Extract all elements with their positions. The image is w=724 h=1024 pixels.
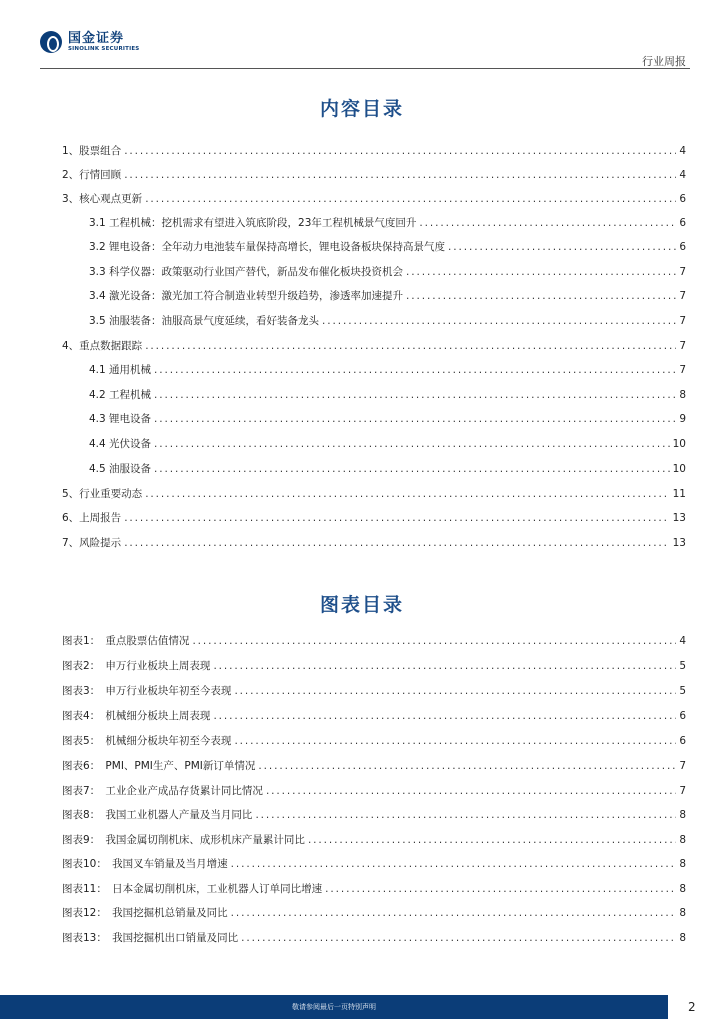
toc-entry-label: 5、行业重要动态 (62, 488, 143, 500)
toc-entry-page: 9 (679, 413, 686, 425)
dot-leader (192, 634, 676, 648)
figure-entry-label: 图表11： 日本金属切削机床，工业机器人订单同比增速 (62, 883, 323, 895)
dot-leader (154, 462, 670, 476)
figure-entry-page: 5 (679, 660, 686, 672)
toc-entry-label: 3.5 油服装备：油服高景气度延续，看好装备龙头 (89, 315, 320, 327)
figure-entry-label: 图表3： 申万行业板块年初至今表现 (62, 685, 232, 697)
figure-entry-page: 6 (679, 735, 686, 747)
toc-entry-page: 7 (679, 266, 686, 278)
figure-entry-label: 图表12： 我国挖掘机总销量及同比 (62, 907, 228, 919)
dot-leader (234, 734, 676, 748)
dot-leader (234, 684, 676, 698)
logo-en: SINOLINK SECURITIES (68, 45, 140, 52)
figure-entry[interactable] (62, 784, 686, 798)
toc-entry-label: 2、行情回顾 (62, 169, 122, 181)
figure-entry[interactable] (62, 906, 686, 920)
toc-entry[interactable] (62, 339, 686, 353)
dot-leader (124, 144, 676, 158)
toc-entry-label: 3.2 锂电设备：全年动力电池装车量保持高增长，锂电设备板块保持高景气度 (89, 241, 446, 253)
toc-entry-page: 4 (679, 169, 686, 181)
toc-entry-label: 3.3 科学仪器：政策驱动行业国产替代，新品发布催化板块投资机会 (89, 266, 404, 278)
dot-leader (124, 168, 676, 182)
logo-text (68, 32, 139, 53)
dot-leader (154, 412, 676, 426)
toc-entry-page: 13 (672, 512, 686, 524)
dot-leader (322, 314, 676, 328)
figure-entry-page: 8 (679, 883, 686, 895)
toc-entry-page: 7 (679, 290, 686, 302)
dot-leader (419, 216, 676, 230)
dot-leader (406, 289, 676, 303)
toc-entry[interactable] (89, 462, 686, 476)
figure-entry[interactable] (62, 759, 686, 773)
toc-entry-label: 1、股票组合 (62, 145, 122, 157)
figure-entry-page: 8 (679, 858, 686, 870)
figures-title: 图表目录 (319, 594, 404, 616)
toc-entry-label: 4.2 工程机械 (89, 389, 152, 401)
figure-entry-page: 6 (679, 710, 686, 722)
dot-leader (448, 240, 676, 254)
dot-leader (154, 388, 676, 402)
toc-entry-label: 4.3 锂电设备 (89, 413, 152, 425)
toc-entry-page: 13 (672, 537, 686, 549)
toc-entry[interactable] (89, 314, 686, 328)
dot-leader (124, 536, 669, 550)
toc-entry[interactable] (89, 240, 686, 254)
dot-leader (145, 339, 676, 353)
dot-leader (154, 363, 676, 377)
figure-entry-label: 图表2： 申万行业板块上周表现 (62, 660, 211, 672)
toc-entry-label: 4.1 通用机械 (89, 364, 152, 376)
figure-entry-label: 图表6： PMI、PMI生产、PMI新订单情况 (62, 760, 256, 772)
toc-entry[interactable] (62, 168, 686, 182)
logo-cn: 国金证券 (68, 30, 125, 46)
toc-entry-page: 10 (672, 438, 686, 450)
dot-leader (241, 931, 676, 945)
toc-entry[interactable] (62, 536, 686, 550)
toc-entry-label: 3.1 工程机械：挖机需求有望进入筑底阶段，23年工程机械景气度回升 (89, 217, 417, 229)
toc-entry-page: 10 (672, 463, 686, 475)
toc-entry-label: 4.5 油服设备 (89, 463, 152, 475)
dot-leader (325, 882, 676, 896)
dot-leader (145, 487, 669, 501)
toc-entry-page: 8 (679, 389, 686, 401)
figure-entry[interactable] (62, 709, 686, 723)
toc-entry[interactable] (89, 265, 686, 279)
logo-mark-icon (40, 31, 62, 53)
figure-entry-page: 8 (679, 932, 686, 944)
toc-entry-page: 7 (679, 340, 686, 352)
dot-leader (213, 659, 676, 673)
dot-leader (231, 857, 677, 871)
figure-entry[interactable] (62, 833, 686, 847)
dot-leader (145, 192, 676, 206)
figure-entry-page: 8 (679, 809, 686, 821)
figure-entry-label: 图表1： 重点股票估值情况 (62, 635, 190, 647)
dot-leader (255, 808, 676, 822)
figure-entry[interactable] (62, 808, 686, 822)
figure-entry[interactable] (62, 684, 686, 698)
figure-entry-page: 5 (679, 685, 686, 697)
figure-entry[interactable] (62, 659, 686, 673)
dot-leader (258, 759, 676, 773)
dot-leader (266, 784, 676, 798)
figure-entry-label: 图表7： 工业企业产成品存货累计同比情况 (62, 785, 263, 797)
figure-entry-label: 图表13： 我国挖掘机出口销量及同比 (62, 932, 239, 944)
toc-entry[interactable] (62, 511, 686, 525)
figure-entry-page: 8 (679, 834, 686, 846)
toc-entry[interactable] (89, 412, 686, 426)
header-divider (40, 68, 690, 69)
toc-entry-page: 7 (679, 364, 686, 376)
toc-entry[interactable] (89, 388, 686, 402)
figure-entry[interactable] (62, 857, 686, 871)
figure-entry-label: 图表10： 我国叉车销量及当月增速 (62, 858, 228, 870)
company-logo (40, 30, 139, 54)
toc-entry[interactable] (62, 144, 686, 158)
toc-entry[interactable] (62, 487, 686, 501)
toc-entry-page: 6 (679, 217, 686, 229)
dot-leader (308, 833, 676, 847)
toc-entry-page: 4 (679, 145, 686, 157)
figure-entry-page: 7 (679, 760, 686, 772)
figure-entry-page: 8 (679, 907, 686, 919)
toc-entry-label: 6、上周报告 (62, 512, 122, 524)
figure-entry-page: 7 (679, 785, 686, 797)
contents-title: 内容目录 (319, 98, 404, 120)
page-number: 2 (688, 1000, 696, 1014)
toc-entry-label: 4、重点数据跟踪 (62, 340, 143, 352)
figure-entry-label: 图表8： 我国工业机器人产量及当月同比 (62, 809, 253, 821)
report-type: 行业周报 (642, 55, 686, 68)
toc-entry[interactable] (89, 437, 686, 451)
toc-entry[interactable] (89, 289, 686, 303)
figure-entry[interactable] (62, 734, 686, 748)
toc-entry-label: 3、核心观点更新 (62, 193, 143, 205)
toc-entry-page: 11 (672, 488, 686, 500)
figure-entry[interactable] (62, 882, 686, 896)
toc-entry-label: 3.4 激光设备：激光加工符合制造业转型升级趋势，渗透率加速提升 (89, 290, 404, 302)
toc-entry[interactable] (89, 216, 686, 230)
figure-entry-label: 图表4： 机械细分板块上周表现 (62, 710, 211, 722)
figure-entry-label: 图表9： 我国金属切削机床、成形机床产量累计同比 (62, 834, 305, 846)
toc-entry-page: 6 (679, 193, 686, 205)
page-header (0, 0, 724, 72)
figure-entry-label: 图表5： 机械细分板块年初至今表现 (62, 735, 232, 747)
dot-leader (406, 265, 676, 279)
toc-entry-label: 4.4 光伏设备 (89, 438, 152, 450)
dot-leader (154, 437, 670, 451)
dot-leader (231, 906, 677, 920)
toc-entry[interactable] (89, 363, 686, 377)
dot-leader (213, 709, 676, 723)
footer-disclaimer: 敬请参阅最后一页特别声明 (292, 1003, 376, 1011)
toc-entry-page: 7 (679, 315, 686, 327)
figure-entry[interactable] (62, 634, 686, 648)
figure-entry[interactable] (62, 931, 686, 945)
toc-entry[interactable] (62, 192, 686, 206)
toc-entry-label: 7、风险提示 (62, 537, 122, 549)
figure-entry-page: 4 (679, 635, 686, 647)
dot-leader (124, 511, 669, 525)
toc-entry-page: 6 (679, 241, 686, 253)
